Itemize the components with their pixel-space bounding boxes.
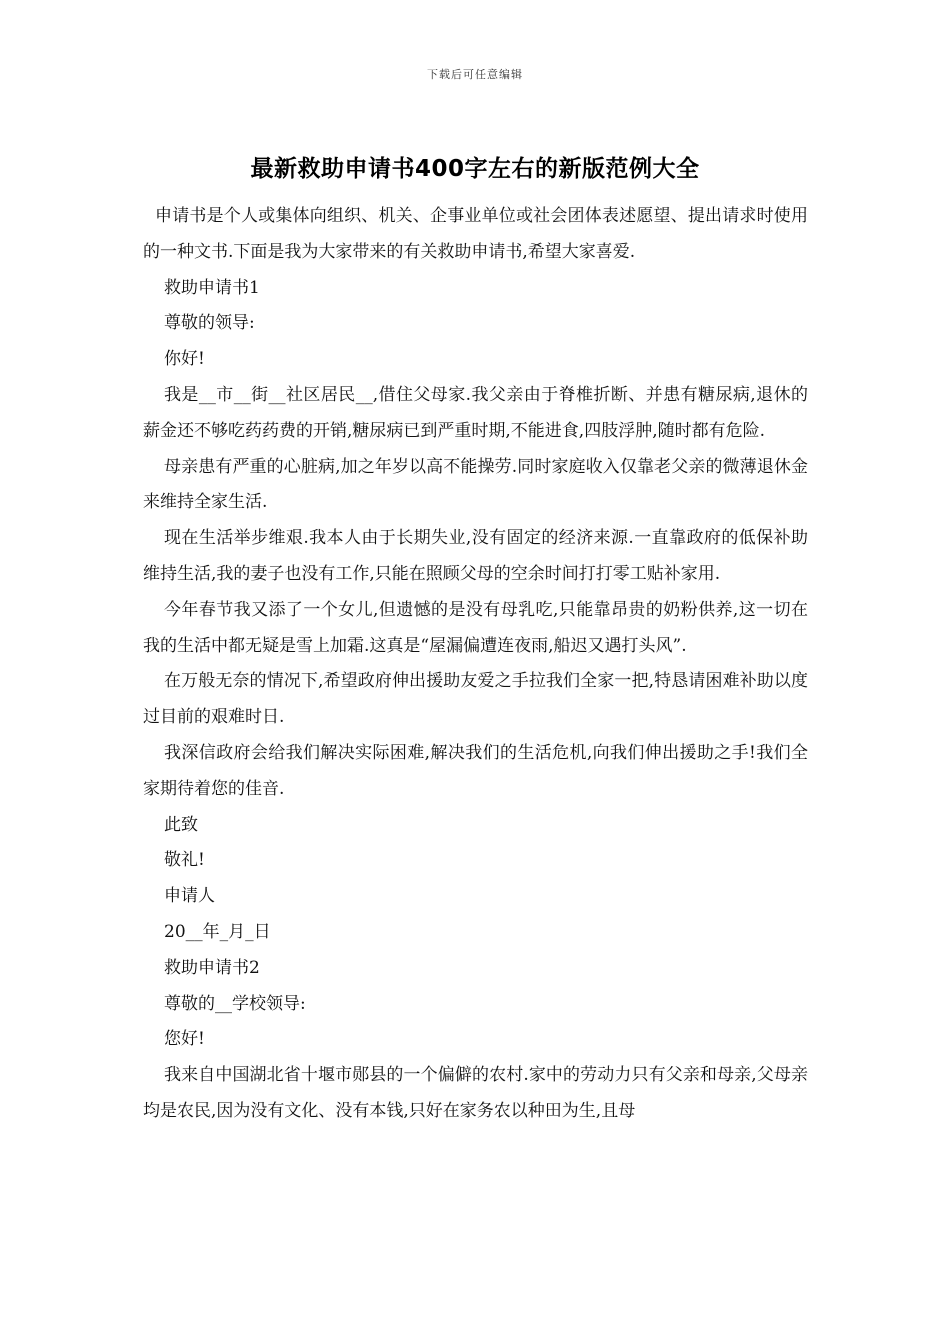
greeting: 你好! bbox=[164, 349, 205, 370]
closing-salute: 敬礼! bbox=[164, 850, 205, 871]
paragraph: 今年春节我又添了一个女儿,但遗憾的是没有母乳吃,只能靠昂贵的奶粉供养,这一切在我的生活中都无疑是雪上加霜.这真是“屋漏偏遭连夜雨,船迟又遇打头风”. bbox=[143, 599, 808, 656]
paragraph: 我深信政府会给我们解决实际困难,解决我们的生活危机,向我们伸出援助之手!我们全家期待着您的佳音. bbox=[143, 742, 808, 799]
section-heading-2: 救助申请书2 bbox=[164, 957, 260, 978]
paragraph: 我来自中国湖北省十堰市郧县的一个偏僻的农村.家中的劳动力只有父亲和母亲,父母亲均是农民,因为没有文化、没有本钱,只好在家务农以种田为生,且母 bbox=[143, 1065, 808, 1121]
paragraph: 我是__市__街__社区居民__,借住父母家.我父亲由于脊椎折断、并患有糖尿病,退休的薪金还不够吃药药费的开销,糖尿病已到严重时期,不能进食,四肢浮肿,随时都有危险. bbox=[143, 384, 808, 441]
paragraph-intro: 申请书是个人或集体向组织、机关、企事业单位或社会团体表述愿望、提出请求时使用的一种文书.下面是我为大家带来的有关救助申请书,希望大家喜爱. bbox=[143, 206, 808, 262]
paragraph: 母亲患有严重的心脏病,加之年岁以高不能操劳.同时家庭收入仅靠老父亲的微薄退休金来维持全家生活. bbox=[143, 456, 808, 513]
greeting: 您好! bbox=[164, 1029, 205, 1050]
date-line: 20__年_月_日 bbox=[164, 921, 271, 942]
salutation: 尊敬的__学校领导: bbox=[164, 993, 306, 1014]
salutation: 尊敬的领导: bbox=[164, 313, 255, 334]
paragraph: 现在生活举步维艰.我本人由于长期失业,没有固定的经济来源.一直靠政府的低保补助维持生活,我的妻子也没有工作,只能在照顾父母的空余时间打打零工贴补家用. bbox=[143, 528, 808, 584]
header-note: 下载后可任意编辑 bbox=[427, 68, 523, 81]
section-heading-1: 救助申请书1 bbox=[164, 277, 260, 298]
paragraph: 在万般无奈的情况下,希望政府伸出援助友爱之手拉我们全家一把,特恳请困难补助以度过目前的艰难时日. bbox=[143, 671, 808, 728]
applicant-label: 申请人 bbox=[164, 886, 215, 907]
document-body bbox=[143, 199, 808, 1130]
document-title: 最新救助申请书400字左右的新版范例大全 bbox=[250, 156, 700, 182]
closing-line: 此致 bbox=[164, 814, 198, 835]
